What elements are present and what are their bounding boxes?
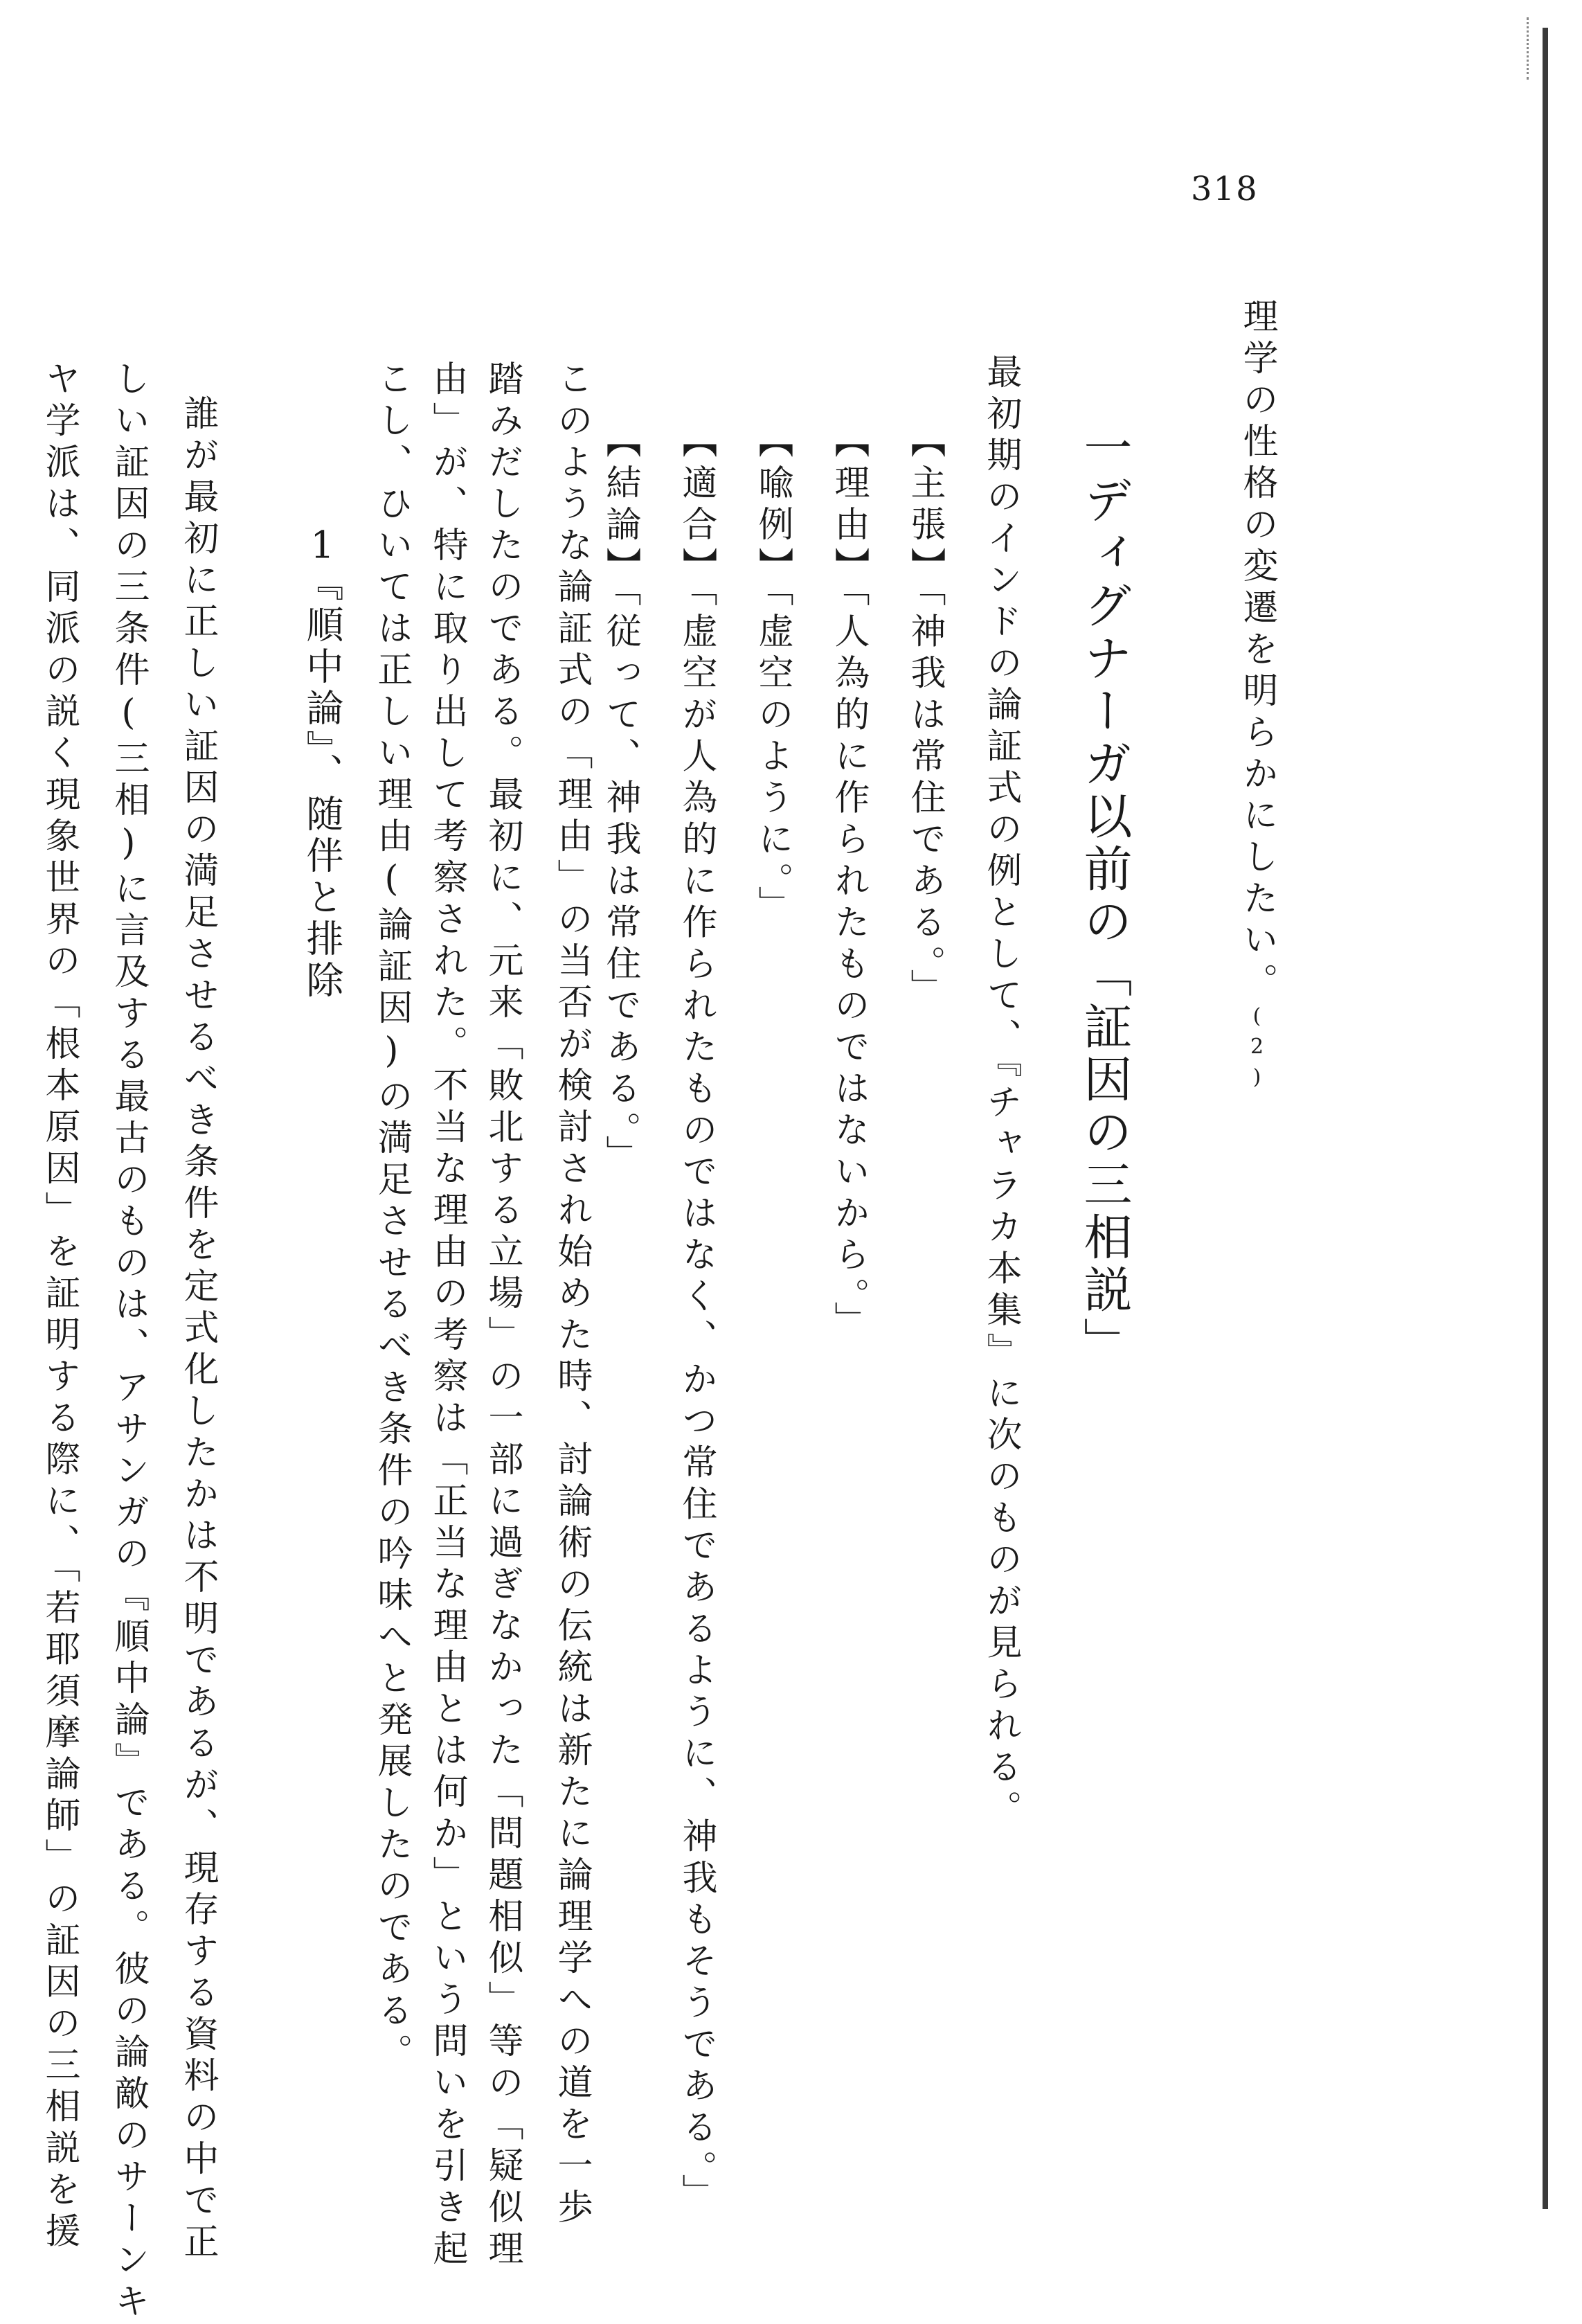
syllogism-text: 「従って、神我は常住である。」 [600,589,640,1177]
column-1-text: 理学の性格の変遷を明らかにしたい。 [1237,298,1277,1004]
syllogism-application [676,422,717,2215]
syllogism-label: 【喩例】 [752,422,793,589]
syllogism-reason [828,422,869,1343]
subsection-heading [287,526,357,1002]
syllogism-conclusion [602,422,638,1177]
text-column-15: しい証因の三条件(三相)に言及する最古のものは、アサンガの『順中論』である。彼の論敵のサーンキ [108,360,149,2324]
page-number: 318 [1191,170,1259,208]
syllogism-label: 【理由】 [828,422,869,589]
subsection-heading-title: 『順中論』、随伴と排除 [300,564,344,1002]
scan-edge-line [1543,28,1548,2209]
syllogism-label: 【適合】 [676,422,717,589]
syllogism-label: 【結論】 [600,422,640,589]
section-heading-1 [1076,422,1133,1370]
scan-edge-dots [1527,17,1531,80]
syllogism-text: 「虚空のように。」 [752,589,793,927]
syllogism-example [752,422,793,927]
text-column-10: 踏みだしたのである。最初に、元来「敗北する立場」の一部に過ぎなかった「問題相似」等の「疑似理 [482,360,523,2271]
section-heading-1-title: ディグナーガ以前の「証因の三相説」 [1076,475,1133,1370]
text-column-11: 由」が、特に取り出して考察された。不当な理由の考察は「正当な理由とは何か」という問いを引き起 [426,360,467,2271]
text-column-16: ヤ学派は、同派の説く現象世界の「根本原因」を証明する際に、「若耶須摩論師」の証因の三相説を援 [39,360,80,2254]
syllogism-label: 【主張】 [904,422,945,589]
section-heading-1-number: 一 [1076,422,1133,475]
syllogism-text: 「神我は常住である。」 [904,589,945,1010]
footnote-reference: (2) [1245,1004,1269,1096]
text-column-14: 誰が最初に正しい証因の満足させるべき条件を定式化したかは不明であるが、現存する資料の中で正 [177,395,218,2264]
text-column-1 [1239,298,1275,1096]
text-column-9: このような論証式の「理由」の当否が検討され始めた時、討論術の伝統は新たに論理学への道を一歩 [551,360,592,2230]
subsection-heading-number: 1 [310,526,334,564]
syllogism-text: 「虚空が人為的に作られたものではなく、かつ常住であるように、神我もそうである。」 [676,589,717,2215]
syllogism-thesis [904,422,945,1010]
text-column-3: 最初期のインドの論証式の例として、『チャラカ本集』に次のものが見られる。 [980,353,1021,1832]
text-column-12: こし、ひいては正しい理由(論証因)の満足させるべき条件の吟味へと発展したのである。 [371,360,412,2075]
syllogism-text: 「人為的に作られたものではないから。」 [828,589,869,1343]
